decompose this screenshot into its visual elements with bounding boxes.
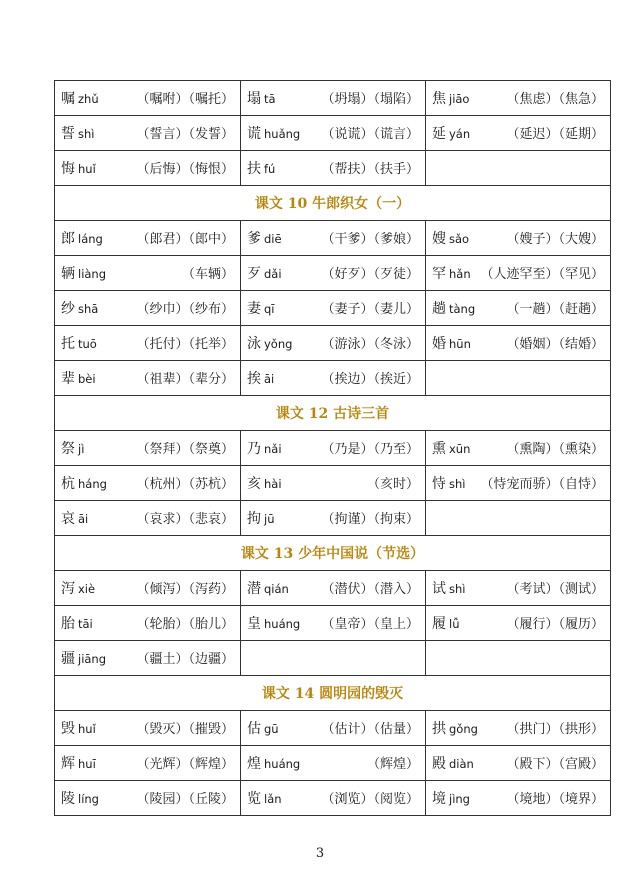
page-number: 3 — [315, 846, 325, 861]
table-row — [55, 711, 611, 746]
character: 殿 — [432, 756, 446, 772]
example-words: （拱门）（拱形） — [506, 722, 604, 737]
pinyin: bèi — [78, 372, 96, 386]
pinyin: jū — [264, 512, 275, 526]
section-title: 课文 14 圆明园的毁灭 — [55, 676, 611, 711]
vocab-cell — [55, 571, 241, 606]
character: 罕 — [432, 266, 446, 282]
pinyin: tuō — [78, 337, 97, 351]
vocab-cell — [241, 571, 426, 606]
pinyin: nǎi — [264, 442, 282, 456]
pinyin: āi — [78, 512, 89, 526]
character: 纱 — [61, 301, 75, 317]
pinyin: jì — [78, 442, 85, 456]
empty-cell — [426, 501, 611, 536]
vocab-cell — [426, 256, 611, 291]
vocab-cell — [55, 606, 241, 641]
pinyin: yán — [449, 127, 471, 141]
character: 拘 — [247, 511, 261, 527]
table-row — [55, 746, 611, 781]
vocab-cell — [426, 81, 611, 116]
section-header-row — [55, 396, 611, 431]
vocab-cell — [55, 641, 241, 676]
example-words: （陵园）（丘陵） — [136, 792, 234, 807]
section-title: 课文 10 牛郎织女（一） — [55, 186, 611, 221]
character: 郎 — [61, 231, 75, 247]
example-words: （坍塌）（塌陷） — [321, 92, 419, 107]
character: 拱 — [432, 721, 446, 737]
pinyin: hǎn — [449, 267, 471, 281]
character: 境 — [432, 791, 446, 807]
pinyin: xūn — [449, 442, 471, 456]
vocab-cell — [55, 466, 241, 501]
section-header-row — [55, 536, 611, 571]
pinyin: jiāng — [78, 652, 107, 666]
table-row — [55, 606, 611, 641]
vocab-cell — [55, 746, 241, 781]
pinyin: hūn — [449, 337, 471, 351]
example-words: （辉煌） — [366, 757, 419, 772]
vocab-cell — [241, 361, 426, 396]
character: 估 — [247, 721, 261, 737]
vocab-cell — [426, 466, 611, 501]
pinyin: huǐ — [78, 162, 96, 176]
example-words: （车辆） — [181, 267, 234, 282]
vocab-cell — [55, 256, 241, 291]
example-words: （干爹）（爹娘） — [321, 232, 419, 247]
example-words: （履行）（履历） — [506, 617, 604, 632]
character: 嫂 — [432, 231, 446, 247]
vocab-cell — [241, 501, 426, 536]
table-row — [55, 641, 611, 676]
vocab-cell — [426, 431, 611, 466]
pinyin: diē — [264, 232, 282, 246]
pinyin: huáng — [264, 617, 301, 631]
table-row — [55, 151, 611, 186]
pinyin: tāi — [78, 617, 93, 631]
vocab-cell — [55, 221, 241, 256]
vocab-cell — [426, 291, 611, 326]
pinyin: huī — [78, 757, 96, 771]
table-row — [55, 81, 611, 116]
example-words: （好歹）（歹徒） — [321, 267, 419, 282]
pinyin: qī — [264, 302, 275, 316]
example-words: （潜伏）（潜入） — [321, 582, 419, 597]
example-words: （疆土）（边疆） — [136, 652, 234, 667]
example-words: （后悔）（悔恨） — [136, 162, 234, 177]
pinyin: shì — [449, 582, 466, 596]
pinyin: jìng — [449, 792, 470, 806]
character: 潜 — [247, 581, 261, 597]
table-row — [55, 326, 611, 361]
example-words: （拘谨）（拘束） — [321, 512, 419, 527]
example-words: （嘱咐）（嘱托） — [136, 92, 234, 107]
vocab-cell — [241, 221, 426, 256]
table-row — [55, 781, 611, 816]
table-row — [55, 431, 611, 466]
table-row — [55, 256, 611, 291]
table-row — [55, 116, 611, 151]
example-words: （浏览）（阅览） — [321, 792, 419, 807]
pinyin: sǎo — [449, 232, 470, 246]
example-words: （倾泻）（泻药） — [136, 582, 234, 597]
example-words: （婚姻）（结婚） — [506, 337, 604, 352]
vocab-cell — [241, 256, 426, 291]
vocab-cell — [55, 431, 241, 466]
pinyin: āi — [264, 372, 275, 386]
character: 悔 — [61, 161, 75, 177]
vocab-cell — [55, 781, 241, 816]
character: 誓 — [61, 126, 75, 142]
character: 泻 — [61, 581, 75, 597]
vocab-cell — [241, 781, 426, 816]
pinyin: hài — [264, 477, 282, 491]
character: 挨 — [247, 371, 261, 387]
character: 辈 — [61, 371, 75, 387]
character: 趟 — [432, 301, 446, 317]
vocab-cell — [241, 606, 426, 641]
character: 乃 — [247, 441, 261, 457]
character: 泳 — [247, 336, 261, 352]
vocabulary-table — [54, 80, 611, 816]
table-row — [55, 501, 611, 536]
character: 亥 — [247, 476, 261, 492]
character: 塌 — [247, 91, 261, 107]
character: 托 — [61, 336, 75, 352]
pinyin: huǎng — [264, 127, 301, 141]
character: 熏 — [432, 441, 446, 457]
section-header-row — [55, 186, 611, 221]
pinyin: láng — [78, 232, 103, 246]
pinyin: gū — [264, 722, 279, 736]
character: 皇 — [247, 616, 261, 632]
pinyin: shā — [78, 302, 99, 316]
example-words: （一趟）（赶趟） — [506, 302, 604, 317]
example-words: （誓言）（发誓） — [136, 127, 234, 142]
example-words: （祭拜）（祭奠） — [136, 442, 234, 457]
vocab-cell — [55, 711, 241, 746]
example-words: （境地）（境界） — [506, 792, 604, 807]
pinyin: tā — [264, 92, 276, 106]
example-words: （哀求）（悲哀） — [136, 512, 234, 527]
pinyin: gǒng — [449, 722, 478, 736]
example-words: （妻子）（妻儿） — [321, 302, 419, 317]
character: 焦 — [432, 91, 446, 107]
example-words: （托付）（托举） — [136, 337, 234, 352]
example-words: （延迟）（延期） — [506, 127, 604, 142]
character: 哀 — [61, 511, 75, 527]
pinyin: tàng — [449, 302, 476, 316]
character: 妻 — [247, 301, 261, 317]
example-words: （游泳）（冬泳） — [321, 337, 419, 352]
pinyin: zhǔ — [78, 92, 99, 106]
empty-cell — [241, 641, 426, 676]
character: 祭 — [61, 441, 75, 457]
example-words: （祖辈）（辈分） — [136, 372, 234, 387]
example-words: （估计）（估量） — [321, 722, 419, 737]
character: 辉 — [61, 756, 75, 772]
pinyin: shì — [449, 477, 466, 491]
vocab-cell — [241, 291, 426, 326]
vocab-cell — [241, 116, 426, 151]
pinyin: xiè — [78, 582, 96, 596]
character: 毁 — [61, 721, 75, 737]
pinyin: fú — [264, 162, 276, 176]
example-words: （轮胎）（胎儿） — [136, 617, 234, 632]
example-words: （考试）（测试） — [506, 582, 604, 597]
example-words: （殿下）（宫殿） — [506, 757, 604, 772]
pinyin: huǐ — [78, 722, 96, 736]
character: 嘱 — [61, 91, 75, 107]
vocab-cell — [241, 711, 426, 746]
empty-cell — [426, 151, 611, 186]
section-header-row — [55, 676, 611, 711]
character: 扶 — [247, 161, 261, 177]
vocab-cell — [426, 606, 611, 641]
pinyin: diàn — [449, 757, 474, 771]
character: 恃 — [432, 476, 446, 492]
vocab-cell — [241, 746, 426, 781]
example-words: （皇帝）（皇上） — [321, 617, 419, 632]
example-words: （熏陶）（熏染） — [506, 442, 604, 457]
character: 试 — [432, 581, 446, 597]
vocab-cell — [241, 81, 426, 116]
example-words: （人迹罕至）（罕见） — [480, 267, 604, 282]
character: 爹 — [247, 231, 261, 247]
example-words: （郎君）（郎中） — [136, 232, 234, 247]
pinyin: líng — [78, 792, 99, 806]
vocab-cell — [241, 431, 426, 466]
example-words: （毁灭）（摧毁） — [136, 722, 234, 737]
vocab-cell — [426, 326, 611, 361]
character: 疆 — [61, 651, 75, 667]
empty-cell — [426, 361, 611, 396]
vocab-cell — [426, 781, 611, 816]
pinyin: shì — [78, 127, 95, 141]
section-title: 课文 12 古诗三首 — [55, 396, 611, 431]
vocab-cell — [55, 361, 241, 396]
character: 履 — [432, 616, 446, 632]
vocab-cell — [426, 571, 611, 606]
vocab-cell — [426, 116, 611, 151]
example-words: （杭州）（苏杭） — [136, 477, 234, 492]
pinyin: dǎi — [264, 267, 282, 281]
character: 谎 — [247, 126, 261, 142]
vocab-cell — [241, 326, 426, 361]
vocab-cell — [55, 501, 241, 536]
character: 歹 — [247, 266, 261, 282]
character: 胎 — [61, 616, 75, 632]
vocab-cell — [426, 221, 611, 256]
example-words: （乃是）（乃至） — [321, 442, 419, 457]
pinyin: háng — [78, 477, 107, 491]
vocab-cell — [241, 151, 426, 186]
table-row — [55, 221, 611, 256]
example-words: （挨边）（挨近） — [321, 372, 419, 387]
character: 杭 — [61, 476, 75, 492]
example-words: （焦虑）（焦急） — [506, 92, 604, 107]
example-words: （恃宠而骄）（自恃） — [480, 477, 604, 492]
vocab-cell — [55, 291, 241, 326]
vocab-cell — [426, 746, 611, 781]
vocab-cell — [55, 81, 241, 116]
pinyin: lǎn — [264, 792, 282, 806]
example-words: （嫂子）（大嫂） — [506, 232, 604, 247]
pinyin: qián — [264, 582, 289, 596]
character: 览 — [247, 791, 261, 807]
vocab-cell — [55, 326, 241, 361]
character: 陵 — [61, 791, 75, 807]
vocab-cell — [55, 116, 241, 151]
table-row — [55, 291, 611, 326]
vocab-cell — [241, 466, 426, 501]
example-words: （纱巾）（纱布） — [136, 302, 234, 317]
pinyin: jiāo — [449, 92, 470, 106]
pinyin: lǚ — [449, 617, 460, 631]
example-words: （光辉）（辉煌） — [136, 757, 234, 772]
pinyin: yǒng — [264, 337, 293, 351]
character: 煌 — [247, 756, 261, 772]
pinyin: liàng — [78, 267, 107, 281]
example-words: （说谎）（谎言） — [321, 127, 419, 142]
example-words: （帮扶）（扶手） — [321, 162, 419, 177]
character: 辆 — [61, 266, 75, 282]
vocab-cell — [426, 711, 611, 746]
table-row — [55, 361, 611, 396]
table-row — [55, 466, 611, 501]
example-words: （亥时） — [366, 477, 419, 492]
empty-cell — [426, 641, 611, 676]
character: 婚 — [432, 336, 446, 352]
vocab-cell — [55, 151, 241, 186]
section-title: 课文 13 少年中国说（节选） — [55, 536, 611, 571]
character: 延 — [432, 126, 446, 142]
table-row — [55, 571, 611, 606]
pinyin: huáng — [264, 757, 301, 771]
